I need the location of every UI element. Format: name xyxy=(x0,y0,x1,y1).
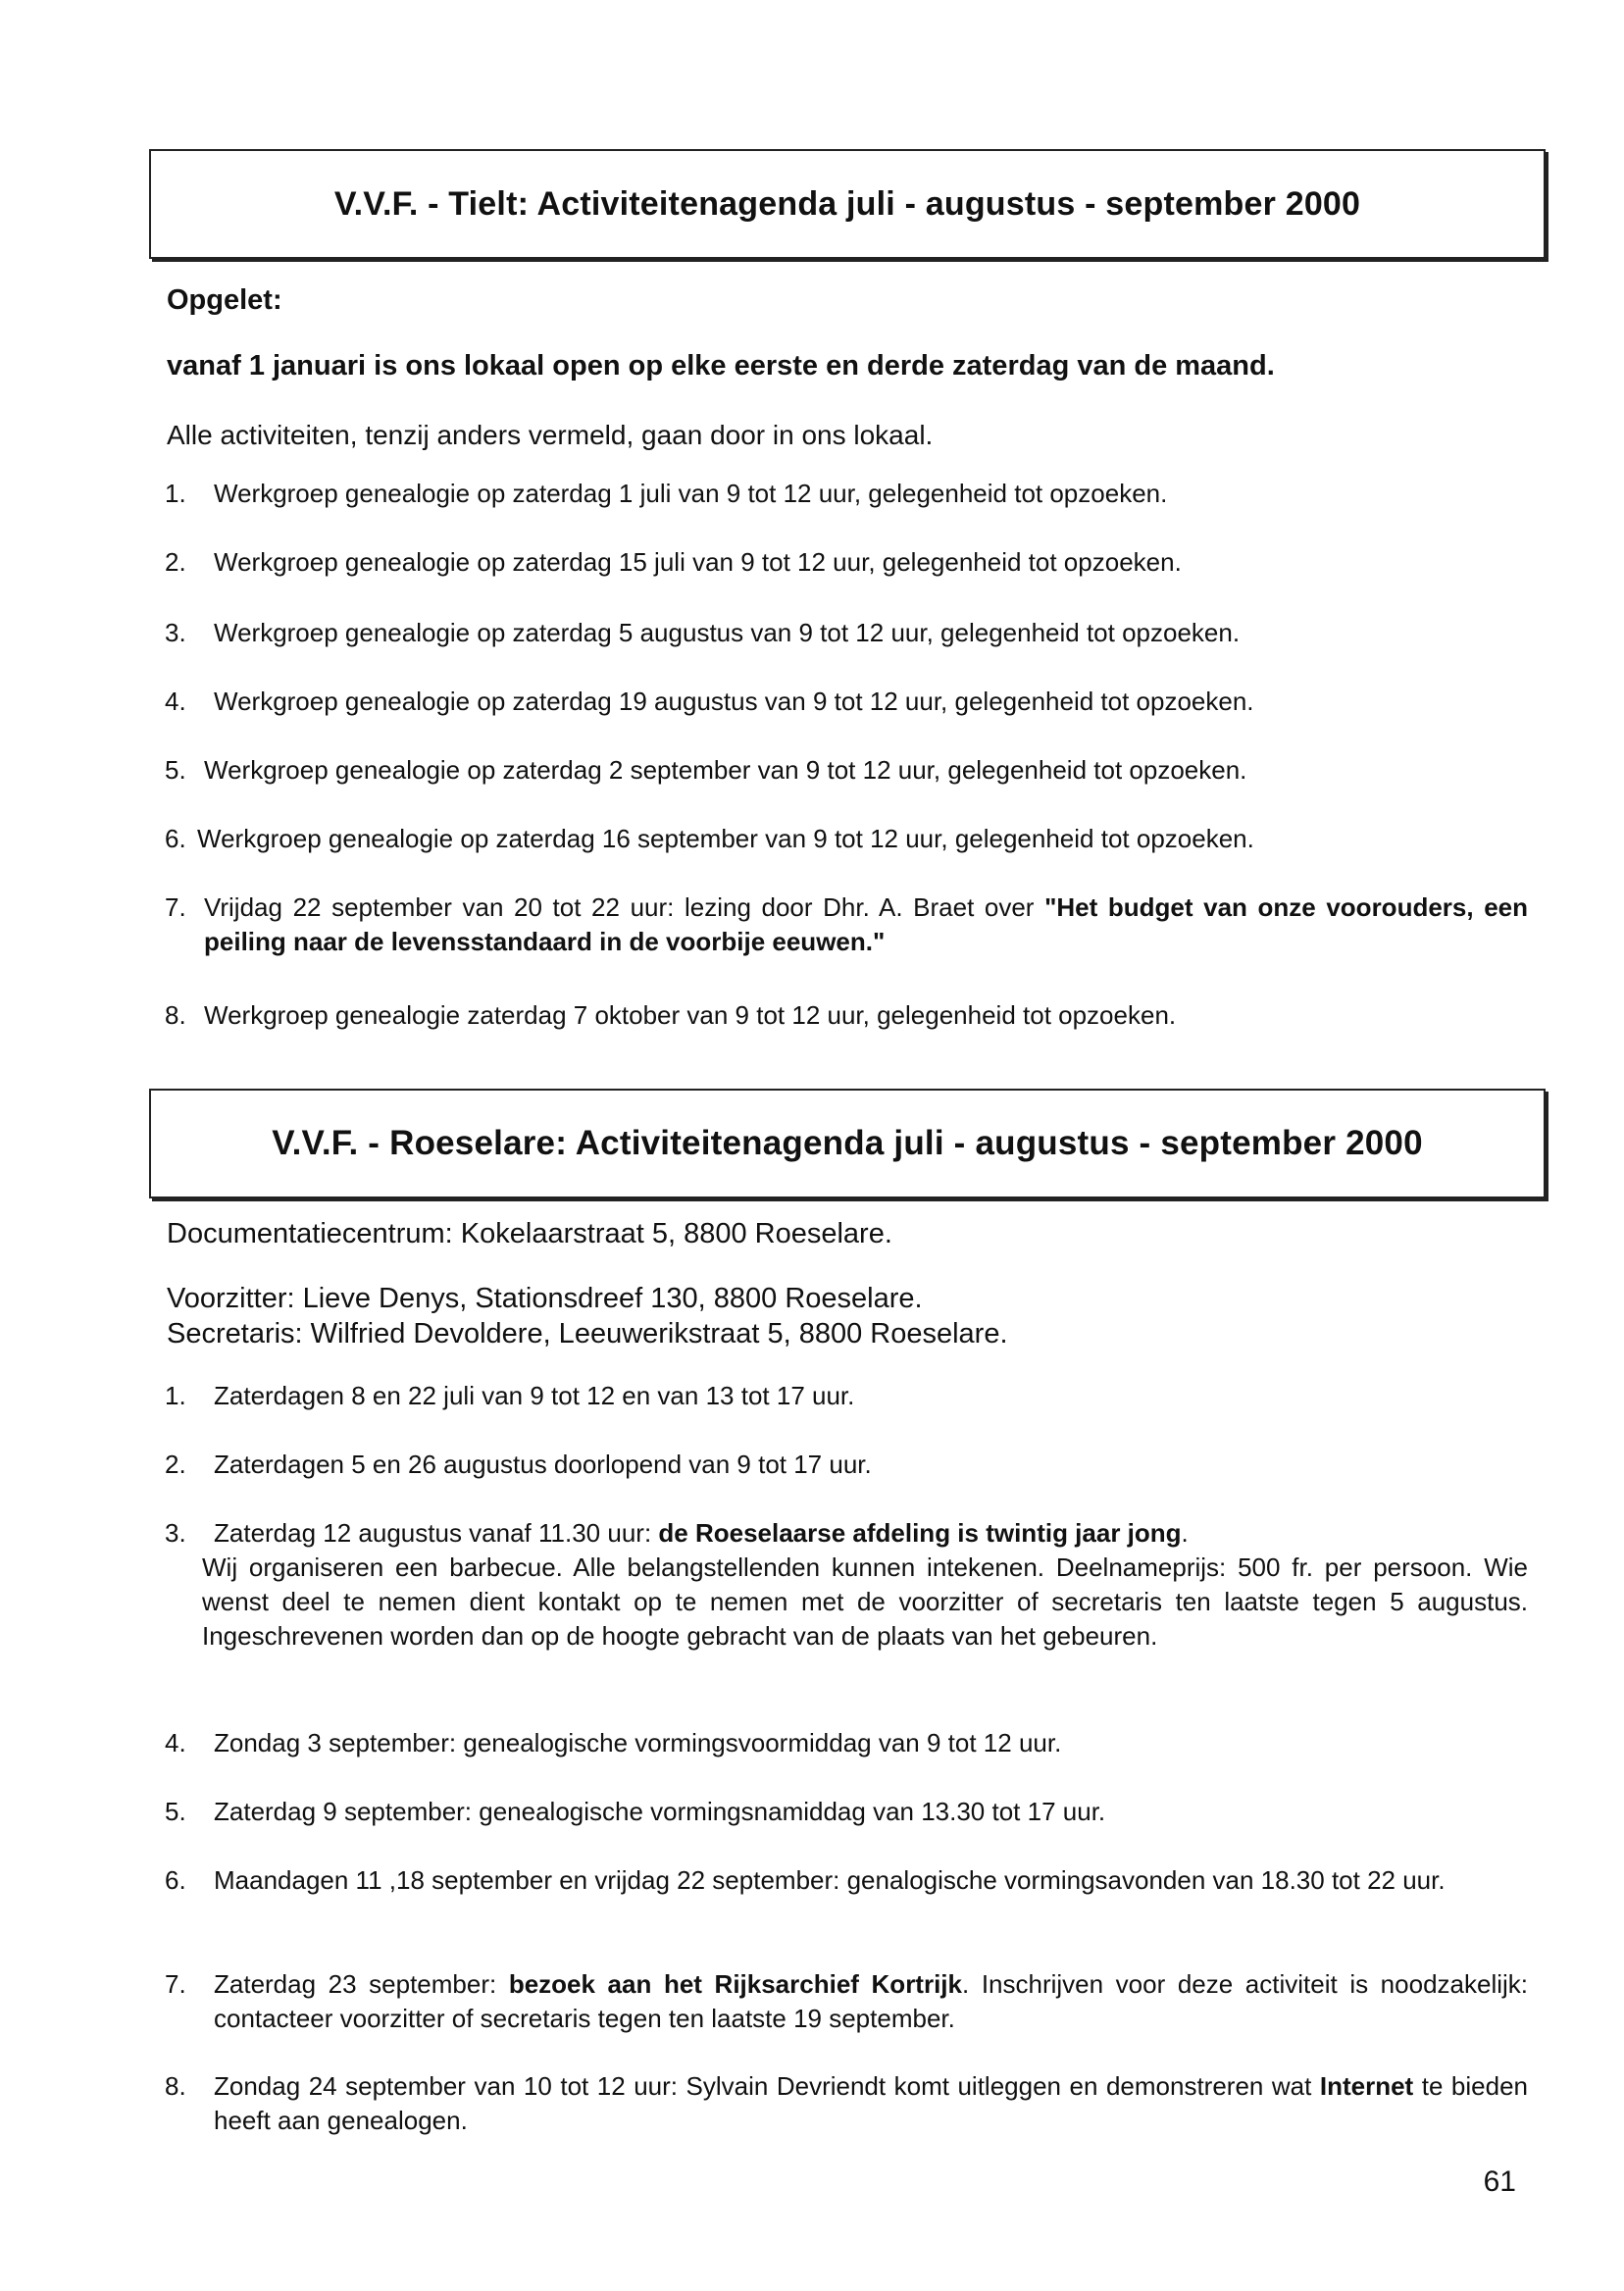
list-item xyxy=(165,1448,1528,1482)
item-text: Werkgroep genealogie op zaterdag 5 augustus van 9 tot 12 uur, gelegenheid tot opzoeken. xyxy=(214,618,1241,647)
item-text: Werkgroep genealogie op zaterdag 16 september van 9 tot 12 uur, gelegenheid tot opzoeken. xyxy=(197,824,1254,853)
item-text-after: te bieden heeft aan genealogen. xyxy=(214,2071,1528,2135)
item-text xyxy=(214,1516,1528,1551)
barbecue-details: Wij organiseren een barbecue. Alle belangstellenden kunnen intekenen. Deelnameprijs: 500 fr. per persoon. Wie wenst deel te nemen dient kontakt op te nemen met de voorzitter of secretaris ten laatste tegen 5 augustus. Ingeschrevenen worden dan op de hoogte gebracht van de plaats van het gebeuren. xyxy=(202,1553,1528,1651)
item-text: Zaterdagen 5 en 26 augustus doorlopend van 9 tot 17 uur. xyxy=(214,1450,872,1479)
item-text: Maandagen 11 ,18 september en vrijdag 22 september: genalogische vormingsavonden van 18.30 tot 22 uur. xyxy=(214,1865,1446,1895)
list-item xyxy=(165,891,1528,959)
item-text: Zaterdagen 8 en 22 juli van 9 tot 12 en van 13 tot 17 uur. xyxy=(214,1381,855,1410)
item-number: 2. xyxy=(165,547,186,577)
item-number: 7. xyxy=(165,1969,186,1999)
secretary-info: Secretaris: Wilfried Devoldere, Leeuwerikstraat 5, 8800 Roeselare. xyxy=(167,1318,1008,1349)
item-number: 3. xyxy=(165,1518,186,1548)
item-number: 8. xyxy=(165,2071,186,2101)
item-number: 1. xyxy=(165,1381,186,1410)
item-number: 4. xyxy=(165,687,186,716)
item-text: Werkgroep genealogie op zaterdag 15 juli van 9 tot 12 uur, gelegenheid tot opzoeken. xyxy=(214,547,1182,577)
item-number: 1. xyxy=(165,479,186,508)
archive-visit-highlight: bezoek aan het Rijksarchief Kortrijk xyxy=(508,1969,962,1999)
item-number: 8. xyxy=(165,1000,186,1030)
item-text: Werkgroep genealogie zaterdag 7 oktober van 9 tot 12 uur, gelegenheid tot opzoeken. xyxy=(204,1000,1177,1030)
item-text xyxy=(214,2069,1528,2138)
section-title-tielt: V.V.F. - Tielt: Activiteitenagenda juli - augustus - september 2000 xyxy=(333,184,1361,223)
list-item xyxy=(165,1795,1528,1829)
attention-label: Opgelet: xyxy=(167,284,282,316)
item-number: 6. xyxy=(165,1865,186,1895)
item-text: Zaterdag 9 september: genealogische vormingsnamiddag van 13.30 tot 17 uur. xyxy=(214,1797,1106,1826)
list-item xyxy=(165,545,1528,580)
item-number: 3. xyxy=(165,618,186,647)
list-item xyxy=(165,685,1528,719)
list-item xyxy=(165,822,1528,856)
chairman-info: Voorzitter: Lieve Denys, Stationsdreef 130, 8800 Roeselare. xyxy=(167,1283,923,1314)
item-number: 6. xyxy=(165,824,186,853)
list-item xyxy=(165,1379,1528,1413)
item-text-after: . xyxy=(1181,1518,1189,1548)
list-item xyxy=(165,477,1528,511)
item-text-plain: Zaterdag 12 augustus vanaf 11.30 uur: xyxy=(214,1518,659,1548)
anniversary-highlight: de Roeselaarse afdeling is twintig jaar jong xyxy=(658,1518,1182,1548)
item-number: 4. xyxy=(165,1728,186,1757)
item-number: 7. xyxy=(165,892,186,922)
list-item xyxy=(165,616,1528,650)
item-text: Werkgroep genealogie op zaterdag 19 augustus van 9 tot 12 uur, gelegenheid tot opzoeken. xyxy=(214,687,1254,716)
section-title-box-tielt xyxy=(149,149,1546,259)
list-item xyxy=(165,1516,1528,1654)
item-number: 2. xyxy=(165,1450,186,1479)
item-text-plain: Zondag 24 september van 10 tot 12 uur: Sylvain Devriendt komt uitleggen en demonstreren wat xyxy=(214,2071,1320,2101)
list-item xyxy=(165,1726,1528,1760)
item-number: 5. xyxy=(165,1797,186,1826)
section-title-box-roeselare xyxy=(149,1089,1546,1198)
lecture-title: "Het budget van onze voorouders, een peiling naar de levensstandaard in de voorbije eeuwen." xyxy=(204,892,1528,956)
item-number: 5. xyxy=(165,755,186,785)
list-item xyxy=(165,998,1528,1033)
item-text: Werkgroep genealogie op zaterdag 2 september van 9 tot 12 uur, gelegenheid tot opzoeken. xyxy=(204,755,1247,785)
item-text xyxy=(204,891,1528,959)
list-item xyxy=(165,2069,1528,2138)
item-text: Werkgroep genealogie op zaterdag 1 juli van 9 tot 12 uur, gelegenheid tot opzoeken. xyxy=(214,479,1168,508)
general-note: Alle activiteiten, tenzij anders vermeld, gaan door in ons lokaal. xyxy=(167,420,934,450)
internet-highlight: Internet xyxy=(1319,2071,1414,2101)
list-item xyxy=(165,1863,1528,1898)
section-title-roeselare: V.V.F. - Roeselare: Activiteitenagenda juli - augustus - september 2000 xyxy=(272,1124,1423,1162)
item-text-plain: Vrijdag 22 september van 20 tot 22 uur: lezing door Dhr. A. Braet over xyxy=(204,892,1045,922)
item-text xyxy=(214,1967,1528,2036)
item-text-plain: Zaterdag 23 september: xyxy=(214,1969,509,1999)
opening-notice: vanaf 1 januari is ons lokaal open op elke eerste en derde zaterdag van de maand. xyxy=(167,350,1275,382)
item-text: Zondag 3 september: genealogische vormingsvoormiddag van 9 tot 12 uur. xyxy=(214,1728,1062,1757)
page-number: 61 xyxy=(1483,2165,1516,2198)
item-text-after: . Inschrijven voor deze activiteit is noodzakelijk: contacteer voorzitter of secretaris tegen ten laatste 19 september. xyxy=(214,1969,1528,2033)
list-item xyxy=(165,1967,1528,2036)
documentation-center: Documentatiecentrum: Kokelaarstraat 5, 8800 Roeselare. xyxy=(167,1218,892,1249)
list-item xyxy=(165,753,1528,788)
